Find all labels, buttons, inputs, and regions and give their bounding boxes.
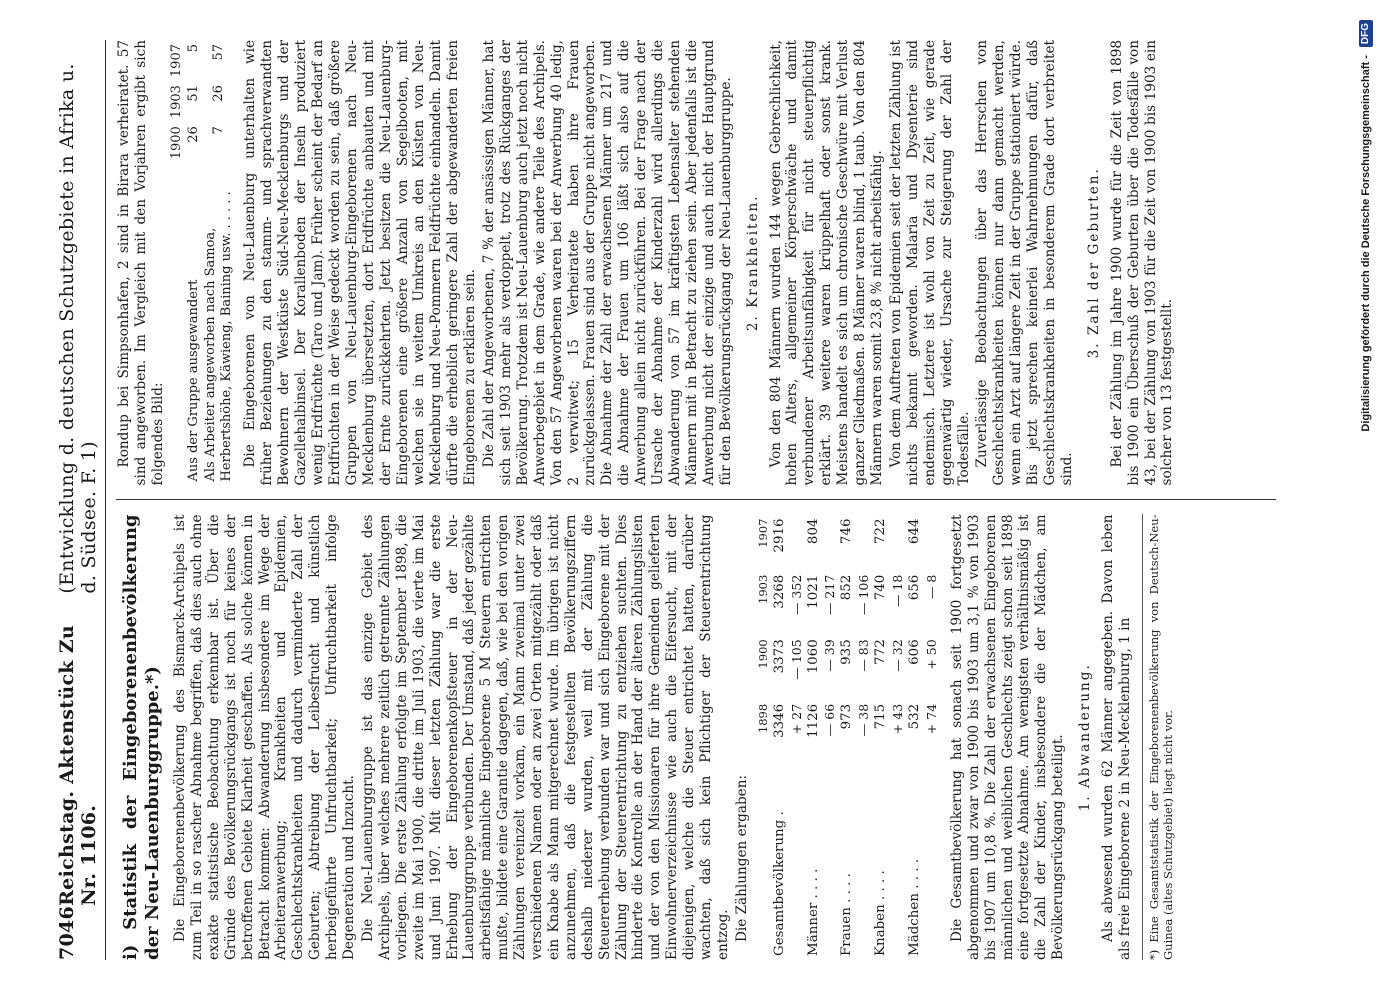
table-header-row [755, 515, 772, 961]
digitization-credit [1356, 20, 1376, 980]
year-header: 1907 [168, 44, 184, 78]
left-column [116, 500, 1276, 961]
table-cell: 1021 [805, 574, 821, 609]
year-header: 1907 [755, 518, 770, 548]
table-row [186, 40, 203, 486]
table-cell: 57 [210, 44, 226, 61]
diff-cell: — 39 [822, 639, 838, 672]
paragraph: Zuverlässige Beobachtungen über das Herrschen von Geschlechtskrankheiten können nur dann gemacht werden, wenn ein Arzt auf längere Zeit in der Gruppe stationiert würde. Bis jetzt sprechen keinerlei Wahrnehmungen dafür, daß Geschlechtskrankheiten in besonderem Grade dort verbreitet sind. [974, 40, 1075, 486]
table-cell: 656 [906, 574, 922, 601]
diff-cell: + 50 [923, 639, 939, 670]
diff-cell: + 43 [890, 703, 906, 735]
difference-row [822, 515, 839, 961]
running-head [56, 40, 106, 960]
table-cell: 2916 [771, 518, 787, 553]
row-label: Mädchen . . . . [906, 859, 922, 956]
table-cell: 804 [805, 518, 821, 545]
table-cell: 532 [906, 703, 922, 730]
credit-text: Digitalisierung gefördert durch die Deutsche Forschungsgemeinschaft - [1360, 55, 1372, 432]
table-cell: 715 [873, 703, 889, 730]
diff-cell: — 38 [856, 703, 872, 737]
diff-cell: — 32 [890, 639, 906, 672]
document-title: Reichstag. Aktenstück Zu Nr. 1106. [56, 625, 100, 906]
paragraph: Die Neu-Lauenburggruppe ist das einzige Gebiet des Archipels, über welches mehrere zeitlich getrennte Zählungen vorliegen. Die erste Zählung erfolgte im September 1898, die zweite im Mai 1900, die dritte im Juli 1903, die vierte im Mai und Juni 1907. Mit dieser letzten Zählung war die erste Erhebung der Eingeborenenkopfsteuer in der Neu-Lauenburggruppe verbunden. Der Umstand, daß jeder gezählte arbeitsfähige männliche Eingeborene 5 M Steuern entrichten mußte, bildete eine Garantie dagegen, daß, wie bei den vorigen Zählungen vereinzelt vorkam, ein Mann zweimal unter zwei verschiedenen Namen oder an zwei Orten mitgezählt oder daß ein Knabe als Mann mitgerechnet wurde. Im übrigen ist nicht anzunehmen, daß die festgestellten Bevölkerungsziffern deshalb niederer wurden, weil mit der Zählung die Steuererhebung verbunden war und sich Eingeborene mit der Zählung der Steuerentrichtung zu entziehen suchten. Dies hinderte die Kontrolle an der Hand der älteren Zählungslisten und der von den Missionaren für ihre Gemeinden gelieferten Einwohnerverzeichnisse wie auch die Eifersucht, mit der diejenigen, welche die Steuer entrichtet hatten, darüber wachten, daß sich kein Pflichtiger der Steuerentrichtung entzog. [359, 514, 731, 960]
table-cell: 746 [839, 518, 855, 545]
subsection-heading: 1. Abwanderung. [1077, 663, 1094, 812]
year-header: 1900 [755, 639, 770, 669]
difference-row [856, 515, 873, 961]
table-cell: 1060 [805, 639, 821, 674]
diff-cell: + 74 [923, 703, 939, 735]
paragraph: Die Zahl der Angeworbenen, 7 % der ansässigen Männer, hat sich seit 1903 mehr als verdoppelt, trotz des Rückganges der Bevölkerung. Trotzdem ist Neu-Lauenburg auch jetzt noch nicht Anwerbegebiet in dem Grade, wie andere Teile des Archipels. Von den 57 Angeworbenen waren bei der Anwerbung 40 ledig, 2 verwitwet; 15 Verheiratete haben ihre Frauen zurückgelassen. Frauen sind aus der Gruppe nicht angeworben. Die Abnahme der Zahl der erwachsenen Männer um 217 und die Abnahme der Frauen um 106 läßt sich also auf die Anwerbung allein nicht zurückführen. Bei der Frage nach der Ursache der Abnahme der Kinderzahl wird allerdings die Abwanderung von 57 im kräftigsten Lebensalter stehenden Männern mit in Betracht zu ziehen sein. Aber jedenfalls ist die Anwerbung nicht der einzige und auch nicht der Hauptgrund für den Bevölkerungsrückgang der Neu-Lauenburggruppe. [481, 40, 734, 486]
table-row [907, 515, 924, 961]
diff-cell: — 66 [822, 703, 838, 737]
paragraph: Bei der Zählung im Jahre 1900 wurde für die Zeit von 1898 bis 1900 ein Überschuß der Geburten über die Todesfälle von 43, bei der Zählung von 1903 für die Zeit von 1900 bis 1903 ein solcher von 13 festgestellt. [1108, 40, 1176, 486]
difference-row [789, 515, 806, 961]
table-cell: 26 [210, 85, 226, 102]
table-cell: 973 [839, 703, 855, 730]
diff-cell: + 27 [788, 703, 804, 735]
table-cell: 3346 [771, 703, 787, 738]
table-cell: 1126 [805, 703, 821, 738]
census-table [755, 515, 941, 961]
table-cell: 644 [906, 518, 922, 545]
footnote: *) Eine Gesamtstatistik der Eingeborenenbevölkerung von Deutsch-Neu-Guinea (altes Schutzgebiet) liegt nicht vor. [1142, 515, 1175, 961]
table-cell: 772 [873, 639, 889, 665]
diff-cell: — 83 [856, 639, 872, 672]
table-cell: 740 [873, 574, 889, 601]
table-header-row [169, 40, 186, 486]
year-header: 1898 [755, 703, 770, 734]
row-label: Männer . . . . [805, 868, 821, 956]
paragraph: Die Gesamtbevölkerung hat sonach seit 1900 fortgesetzt abgenommen und zwar von 1900 bis 1903 um 3,1 % von 1903 bis 1907 um 10,8 %. Die Zahl der erwachsenen Eingeborenen männlichen und weiblichen Geschlechts zeigt schon seit 1898 eine fortgesetzte Abnahme. Am wenigsten verhältnismäßig ist die Zahl der Kinder, insbesondere die der Mädchen, am Bevölkerungsrückgang beteiligt. [948, 514, 1067, 960]
year-header: 1903 [755, 574, 770, 604]
right-column [116, 40, 1276, 500]
table-cell: 7 [210, 126, 226, 135]
row-label: Frauen . . . . [839, 873, 855, 956]
table-row [203, 40, 237, 486]
paragraph: Als abwesend wurden 62 Männer angegeben. Davon leben als freie Eingeborene 2 in Neu-Mecklenburg, 1 in [1100, 514, 1133, 960]
table-cell: 935 [839, 639, 855, 665]
table-row [772, 515, 789, 961]
table-cell: 26 [185, 126, 201, 143]
paragraph: Rondup bei Simpsonhafen, 2 sind in Birara verheiratet. 57 sind angeworben. Im Vergleich mit den Vorjahren ergibt sich folgendes Bild: [116, 40, 166, 486]
year-header: 1903 [168, 85, 184, 119]
paragraph: Von dem Auftreten von Epidemien seit der letzten Zählung ist nichts bekannt geworden. Malaria und Dysenterie sind endemisch. Letztere ist wohl von Zeit zu Zeit, wie gerade gegenwärtig wieder, Ursache zur Steigerung der Zahl der Todesfälle. [887, 40, 972, 486]
table-row [839, 515, 856, 961]
table-cell: 5 [185, 44, 201, 53]
table-cell: 3373 [771, 639, 787, 674]
diff-cell: — 106 [856, 574, 872, 616]
row-label: Als Arbeiter angeworben nach Samoa, Herbertshöhe, Käwieng, Baining usw. . . . . . [202, 191, 235, 482]
two-column-body [116, 40, 1276, 960]
page-number: 7046 [56, 905, 78, 960]
diff-cell: — 105 [788, 639, 804, 680]
table-intro: Die Zählungen ergaben: [733, 774, 750, 942]
row-label: Aus der Gruppe ausgewandert [185, 279, 201, 482]
table-row [873, 515, 890, 961]
paragraph: Die Eingeborenen von Neu-Lauenburg unterhalten wie früher Beziehungen zu den stamm- und sprachverwandten Bewohnern der Westküste Süd-Neu-Mecklenburgs und der Gazellehalbinsel. Der Korallenboden der Inseln produziert wenig Erdfrüchte (Taro und Jam). Früher scheint der Bedarf an Erdfrüchten in der Weise gedeckt worden zu sein, daß größere Gruppen von Neu-Lauenburg-Eingeborenen nach Neu-Mecklenburg übersetzten, dort Erdfrüchte anbauten und mit der Ernte zurückkehrten. Jetzt besitzen die Neu-Lauenburg-Eingeborenen eine größere Anzahl von Segelbooten, mit welchen sie in weitem Umkreis an den Küsten von Neu-Mecklenburg und Neu-Pommern Feldfrüchte einhandeln. Damit dürfte die erheblich geringere Zahl der abgewanderten freien Eingeborenen zu erklären sein. [242, 40, 479, 486]
diff-cell: — 217 [822, 574, 838, 616]
article-heading: i) Statistik der Eingeborenenbevölkerung der Neu-Lauenburggruppe.*) [120, 514, 163, 960]
table-cell: 606 [906, 639, 922, 665]
difference-row [924, 515, 941, 961]
year-header: 1900 [168, 126, 184, 160]
paragraph: Von den 804 Männern wurden 144 wegen Gebrechlichkeit, hohen Alters, allgemeiner Körperschwäche und damit verbundener Arbeitsunfähigkeit für nicht steuerpflichtig erklärt. 39 weitere waren krüppelhaft oder sonst krank. Meistens handelt es sich um chronische Geschwüre mit Verlust ganzer Gliedmaßen. 8 Männer waren blind, 1 taub. Von den 804 Männern waren somit 23,8 % nicht arbeitsfähig. [767, 40, 885, 486]
difference-row [890, 515, 907, 961]
table-cell: 852 [839, 574, 855, 601]
section-title: (Entwicklung d. deutschen Schutzgebiete in Afrika u. d. Südsee. F. 1) [56, 63, 100, 594]
subsection-heading: 3. Zahl der Geburten. [1085, 167, 1102, 359]
migration-table [169, 40, 237, 486]
row-label: Gesamtbevölkerung . [771, 811, 787, 956]
subsection-heading: 2. Krankheiten. [744, 194, 761, 332]
table-row [806, 515, 823, 961]
row-label: Knaben . . . . [873, 870, 889, 956]
paragraph: Die Eingeborenenbevölkerung des Bismarck-Archipels ist zum Teil in so rascher Abnahme begriffen, daß dies auch ohne exakte statistische Beobachtung erkennbar ist. Über die Gründe des Bevölkerungsrückgangs ist noch für keines der betroffenen Gebiete Klarheit geschaffen. Als solche können in Betracht kommen: Abwanderung insbesondere im Wege der Arbeiteranwerbung; Krankheiten und Epidemien, Geschlechtskrankheiten und dadurch verminderte Zahl der Geburten; Abtreibung der Leibesfrucht und künstlich herbeigeführte Unfruchtbarkeit; Unfruchtbarkeit infolge Degeneration und Inzucht. [172, 514, 358, 960]
dfg-logo-icon: DFG [1359, 20, 1373, 47]
diff-cell: — 352 [788, 574, 804, 616]
table-cell: 722 [873, 518, 889, 545]
table-cell: 3268 [771, 574, 787, 609]
diff-cell: — 8 [923, 574, 939, 600]
table-cell: 51 [185, 85, 201, 102]
diff-cell: — 18 [890, 574, 906, 608]
